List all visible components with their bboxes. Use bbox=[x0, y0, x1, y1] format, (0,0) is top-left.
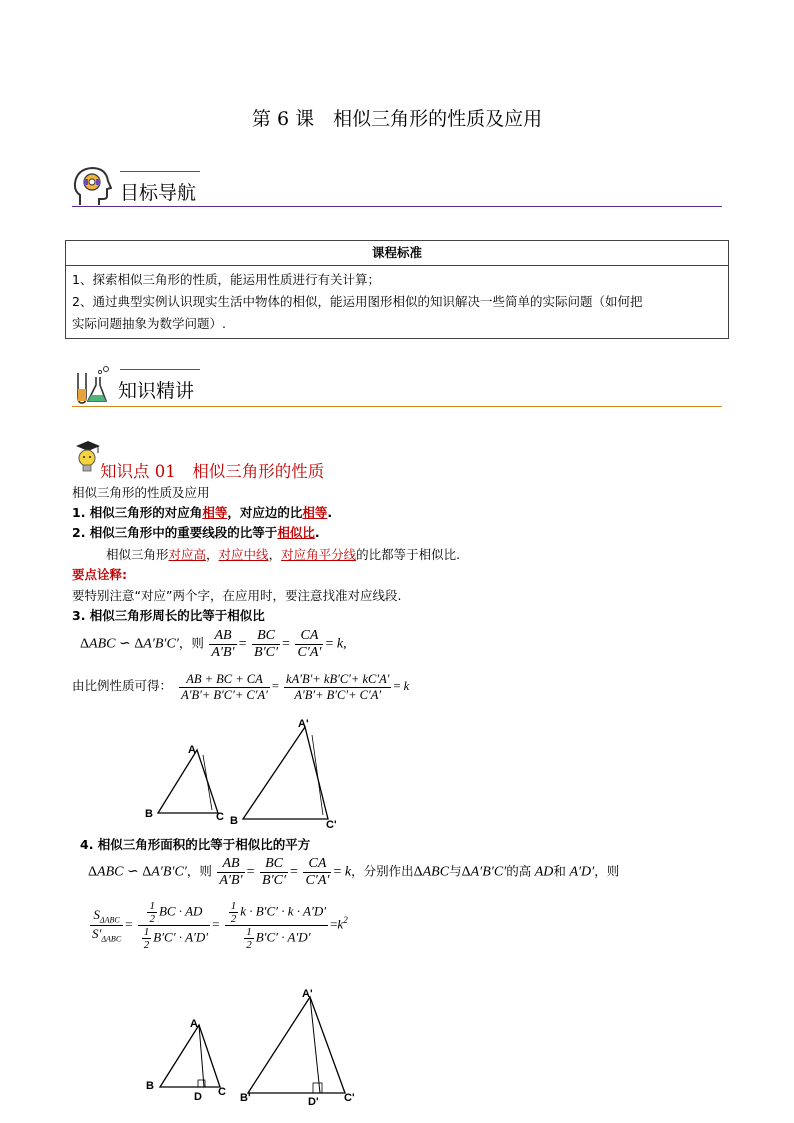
kp-intro: 相似三角形的性质及应用 bbox=[72, 485, 210, 500]
lightbulb-graduate-icon bbox=[72, 440, 102, 476]
label-c-prime: C' bbox=[326, 819, 337, 831]
label-a-prime: A' bbox=[298, 718, 309, 730]
label-a-prime: A' bbox=[302, 988, 313, 1000]
label-b: B bbox=[145, 808, 153, 820]
standards-line-3: 实际问题抽象为数学问题）. bbox=[72, 316, 226, 331]
label-d-prime: D' bbox=[308, 1096, 319, 1108]
page-title: 第 6 课 相似三角形的性质及应用 bbox=[251, 108, 543, 130]
flask-icon bbox=[72, 363, 112, 405]
standards-line-2: 2、通过典型实例认识现实生活中物体的相似，能运用图形相似的知识解决一些简单的实际问题（如何把 bbox=[72, 294, 643, 309]
label-a: A bbox=[188, 744, 196, 756]
triangle-figure-1 bbox=[140, 715, 370, 835]
triangle-a2b2c2 bbox=[243, 727, 328, 819]
knowledge-point-title: 知识点 01 相似三角形的性质 bbox=[100, 462, 325, 481]
triangle-a2b2c2-with-height bbox=[248, 997, 345, 1093]
point-1: 1. 相似三角形的对应角相等，对应边的比相等. bbox=[72, 505, 333, 520]
standards-line-1: 1、探索相似三角形的性质，能运用性质进行有关计算； bbox=[72, 272, 380, 287]
triangle-abc bbox=[158, 750, 218, 813]
label-b-prime: B' bbox=[240, 1092, 251, 1104]
section-title-knowledge: 知识精讲 bbox=[118, 380, 195, 402]
note-text: 要特别注意“对应”两个字，在应用时，要注意找准对应线段. bbox=[72, 588, 402, 603]
formula-perimeter: 由比例性质可得： $\frac{AB + BC + CA}{A'B'+ B'C'+ C'A'}$ = $\frac{kA'B'+ kB'C'+ kC'A'}{A'B'+ B'C'+ C'A'}$ = k bbox=[72, 672, 410, 702]
standards-table bbox=[65, 240, 729, 339]
triangle-figure-2 bbox=[140, 985, 390, 1110]
label-b: B bbox=[146, 1080, 154, 1092]
section-header-goals bbox=[72, 165, 722, 211]
label-d: D bbox=[194, 1091, 202, 1103]
section-header-knowledge bbox=[72, 363, 722, 409]
label-a: A bbox=[190, 1018, 198, 1030]
standards-header: 课程标准 bbox=[66, 241, 729, 266]
point-4: 4. 相似三角形面积的比等于相似比的平方 bbox=[80, 837, 311, 852]
head-gear-icon bbox=[72, 165, 112, 207]
triangle-abc-with-height bbox=[160, 1025, 220, 1087]
formula-similarity-ratio: ΔABC ∽ ΔA′B′C′，则 $\frac{AB}{A'B'}$ = $\frac{BC}{B'C'}$ = $\frac{CA}{C'A'}$ = k, bbox=[80, 628, 347, 660]
point-3: 3. 相似三角形周长的比等于相似比 bbox=[72, 608, 265, 623]
note-label: 要点诠释: bbox=[72, 567, 127, 582]
label-c: C bbox=[218, 1086, 226, 1098]
label-b-prime: B bbox=[230, 815, 238, 827]
formula-area-setup: ΔABC ∽ ΔA′B′C′，则 $\frac{AB}{A'B'}$ = $\frac{BC}{B'C'}$ = $\frac{CA}{C'A'}$ = k，分别作出ΔABC与ΔA′B′C′的高 AD和 A′D′，则 bbox=[88, 856, 620, 888]
formula-perimeter-prefix: 由比例性质可得： bbox=[72, 677, 173, 693]
point-2-detail: 相似三角形对应高，对应中线，对应角平分线的比都等于相似比. bbox=[106, 547, 461, 562]
label-c-prime: C' bbox=[344, 1092, 355, 1104]
section-title-goals: 目标导航 bbox=[120, 182, 197, 204]
label-c: C bbox=[216, 811, 224, 823]
formula-area-ratio: $\frac{S_{\Delta ABC}}{S'_{\Delta ABC}}$ = $\frac{1}{2}$ BC · AD $\frac{1}{2}$ B′C′ · A′D′ = $\frac{1}{2}$ k · B′C′ · k · A′D′ $\frac{1}{2}$ B′C′ · A′D′ $=k^2$ bbox=[92, 900, 348, 951]
point-2: 2. 相似三角形中的重要线段的比等于相似比. bbox=[72, 525, 320, 540]
